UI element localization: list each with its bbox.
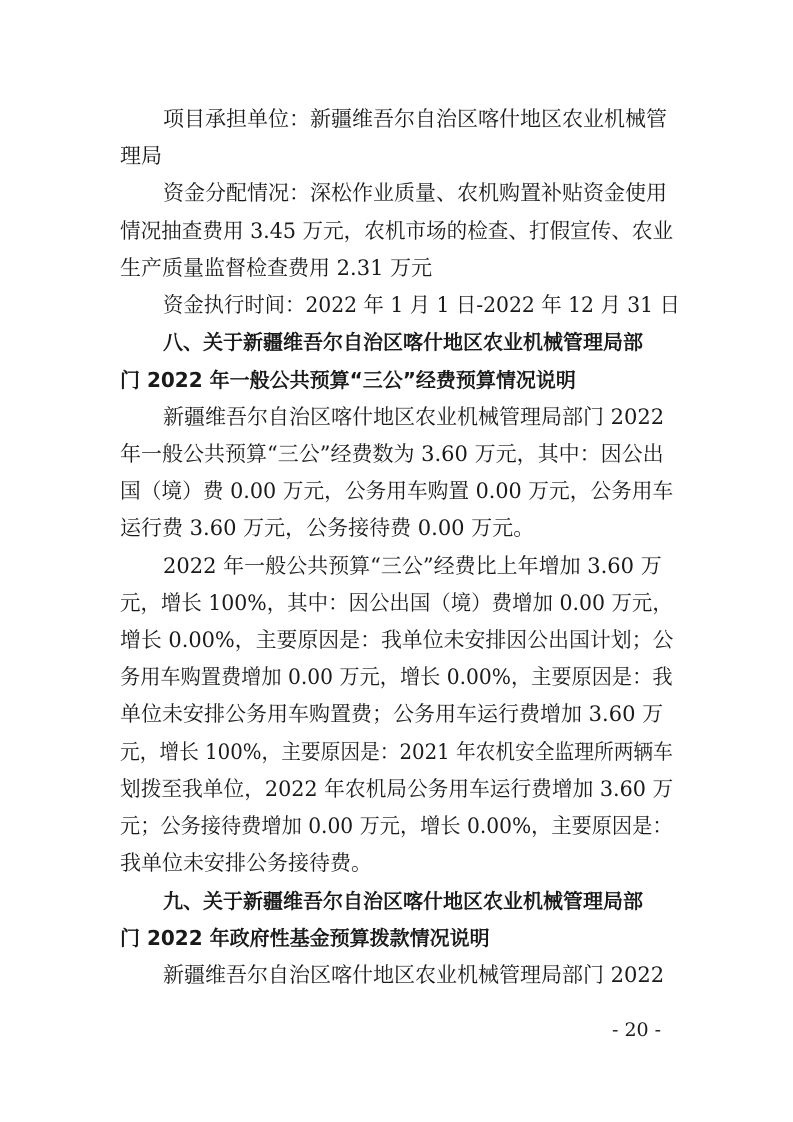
text-line: 资金执行时间：2022 年 1 月 1 日-2022 年 12 月 31 日: [163, 293, 680, 317]
text-line: 单位未安排公务用车购置费；公务用车运行费增加 3.60 万: [120, 702, 664, 726]
text-line: 运行费 3.60 万元，公务接待费 0.00 万元。: [120, 516, 535, 540]
text-line: 理局: [120, 144, 162, 168]
text-line: 2022 年一般公共预算“三公”经费比上年增加 3.60 万: [163, 554, 662, 578]
section-heading: 门 2022 年政府性基金预算拨款情况说明: [120, 926, 490, 950]
text-line: 划拨至我单位，2022 年农机局公务用车运行费增加 3.60 万: [120, 777, 674, 801]
text-line: 务用车购置费增加 0.00 万元，增长 0.00%，主要原因是：我: [120, 665, 673, 689]
text-line: 元，增长 100%，其中：因公出国（境）费增加 0.00 万元，: [120, 591, 673, 615]
text-line: 国（境）费 0.00 万元，公务用车购置 0.00 万元，公务用车: [120, 479, 674, 503]
text-line: 情况抽查费用 3.45 万元，农机市场的检查、打假宣传、农业: [120, 219, 674, 243]
text-line: 项目承担单位：新疆维吾尔自治区喀什地区农业机械管: [163, 107, 667, 131]
text-line: 新疆维吾尔自治区喀什地区农业机械管理局部门 2022: [163, 963, 665, 987]
text-line: 元；公务接待费增加 0.00 万元，增长 0.00%，主要原因是：: [120, 814, 673, 838]
text-line: 资金分配情况：深松作业质量、农机购置补贴资金使用: [163, 181, 667, 205]
section-heading: 八、关于新疆维吾尔自治区喀什地区农业机械管理局部: [163, 330, 643, 354]
text-line: 年一般公共预算“三公”经费数为 3.60 万元，其中：因公出: [120, 442, 664, 466]
section-heading: 门 2022 年一般公共预算“三公”经费预算情况说明: [120, 368, 576, 392]
text-line: 生产质量监督检查费用 2.31 万元: [120, 256, 433, 280]
text-line: 元，增长 100%，主要原因是：2021 年农机安全监理所两辆车: [120, 740, 673, 764]
text-line: 增长 0.00%，主要原因是：我单位未安排因公出国计划；公: [120, 628, 674, 652]
text-line: 我单位未安排公务接待费。: [120, 851, 372, 875]
text-line: 新疆维吾尔自治区喀什地区农业机械管理局部门 2022: [163, 405, 665, 429]
page-number: - 20 -: [612, 1019, 662, 1041]
section-heading: 九、关于新疆维吾尔自治区喀什地区农业机械管理局部: [163, 889, 643, 913]
